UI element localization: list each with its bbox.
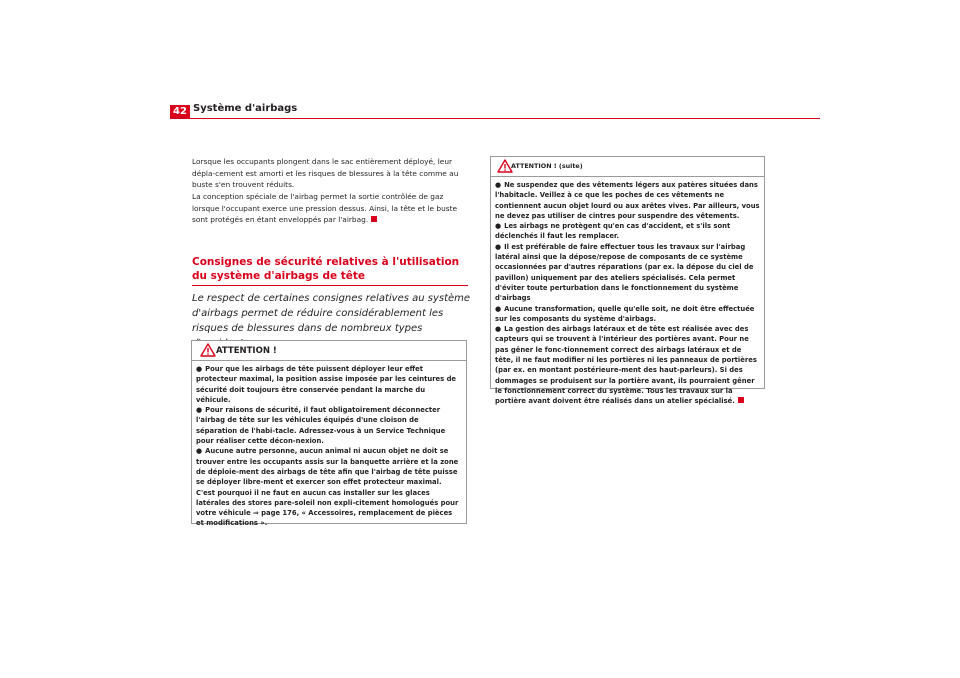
warning-item-text: Pour que les airbags de tête puissent déployer leur effet protecteur maximal, la position assise imposée par les ceintures de sécurité doit toujours être conservée pendant la marche du véhicule.: [196, 365, 457, 404]
bullet-icon: ●: [495, 181, 502, 189]
warning-box-continued: [490, 156, 765, 406]
warning-triangle-icon: [200, 343, 216, 357]
warning-item-text: Pour raisons de sécurité, il faut obligatoirement déconnecter l'airbag de tête sur les véhicules équipés d'une cloison de séparation de l'habi-tacle. Adressez-vous à un Service Technique pour réaliser cette décon-nexion.: [196, 406, 446, 446]
page-header-title: Système d'airbags: [193, 103, 298, 114]
warning-item: [495, 324, 760, 406]
bullet-icon: ●: [196, 365, 203, 373]
end-mark-icon: [371, 216, 377, 222]
warning-box-title: ATTENTION ! (suite): [511, 162, 583, 170]
bullet-icon: ●: [495, 325, 502, 334]
warning-box-body: [491, 177, 764, 407]
bullet-icon: ●: [196, 406, 203, 415]
bullet-icon: ●: [196, 447, 203, 456]
warning-item-text: La gestion des airbags latéraux et de tête est réalisée avec des capteurs qui se trouvent à l'intérieur des portières avant. Pour ne pas gêner le fonc-tionnement correct des airbags latéraux et de tête, il ne faut modifier ni les portières ni les panneaux de portières (par ex. en montant postérieure-ment des haut-parleurs). Si des dommages se produisent sur la portière avant, ils pourraient gêner le fonctionnement correct du système. Tous les travaux sur la portière avant doivent être réalisés dans un atelier spécialisé.: [495, 325, 757, 406]
section-heading: Consignes de sécurité relatives à l'utilisation du système d'airbags de tête: [192, 256, 460, 282]
bullet-icon: ●: [495, 304, 502, 313]
bullet-icon: ●: [495, 242, 502, 251]
warning-box-header: [491, 157, 764, 177]
warning-item-text: Il est préférable de faire effectuer tous les travaux sur l'airbag latéral ainsi que la dépose/repose de composants de ce système occasionnées par d'autres réparations (par ex. la dépose du ciel de pavillon) uniquement par des ateliers spécialisés. Cela permet d'éviter toute perturbation dans le fonctionnement du système d'airbags: [495, 242, 754, 303]
warning-item: [495, 221, 760, 242]
section-divider: [192, 285, 468, 286]
warning-item: [196, 446, 462, 528]
page-number: 42: [170, 105, 190, 119]
body-paragraph-2: [192, 191, 468, 226]
warning-item-text: Aucune transformation, quelle qu'elle soit, ne doit être effectuée sur les composants du système d'airbags.: [495, 304, 755, 323]
body-paragraph-1-text: Lorsque les occupants plongent dans le sac entièrement déployé, leur dépla-cement est amorti et les risques de blessures à la tête comme au buste s'en trouvent réduits.: [192, 157, 459, 189]
bullet-icon: ●: [495, 222, 502, 231]
warning-box-header: [192, 341, 466, 361]
warning-item: [495, 304, 760, 325]
warning-item: [495, 180, 760, 221]
warning-box-body: [192, 361, 466, 529]
body-paragraph-1: [192, 156, 468, 191]
warning-box: [191, 340, 467, 528]
warning-item-text: Ne suspendez que des vêtements légers aux patères situées dans l'habitacle. Veillez à ce que les poches de ces vêtements ne contiennent aucun objet lourd ou aux arêtes vives. Par ailleurs, vous ne devez pas utiliser de cintres pour suspendre des vêtements.: [495, 181, 760, 220]
warning-item: [196, 405, 462, 446]
header-divider: [170, 118, 820, 119]
body-paragraph-2-text: La conception spéciale de l'airbag permet la sortie contrôlée de gaz lorsque l'occupant exerce une pression dessus. Ainsi, la tête et le buste sont protégés en étant enveloppés par l'airbag.: [192, 192, 458, 224]
section-intro: Le respect de certaines consignes relatives au système d'airbags permet de réduire considérablement les risques de blessures dans de nombreux types: [192, 293, 471, 334]
warning-item: [495, 242, 760, 304]
warning-item-text: Les airbags ne protègent qu'en cas d'accident, et s'ils sont déclenchés il faut les remplacer.: [495, 222, 731, 241]
end-mark-icon: [738, 397, 744, 403]
warning-item-text: Aucune autre personne, aucun animal ni aucun objet ne doit se trouver entre les occupants assis sur la banquette arrière et la zone de déploie-ment des airbags de tête afin que l'airbag de tête puisse se déployer libre-ment et exercer son effet protecteur maximal. C'est pourquoi il ne faut en aucun cas installer sur les glaces latérales des stores pare-soleil non expli-citement homologués pour votre véhicule ⇒ page 176, « Accessoires, remplacement de pièces et modifications ».: [196, 447, 459, 528]
warning-box-title: ATTENTION !: [216, 346, 277, 356]
warning-item: [196, 364, 462, 405]
